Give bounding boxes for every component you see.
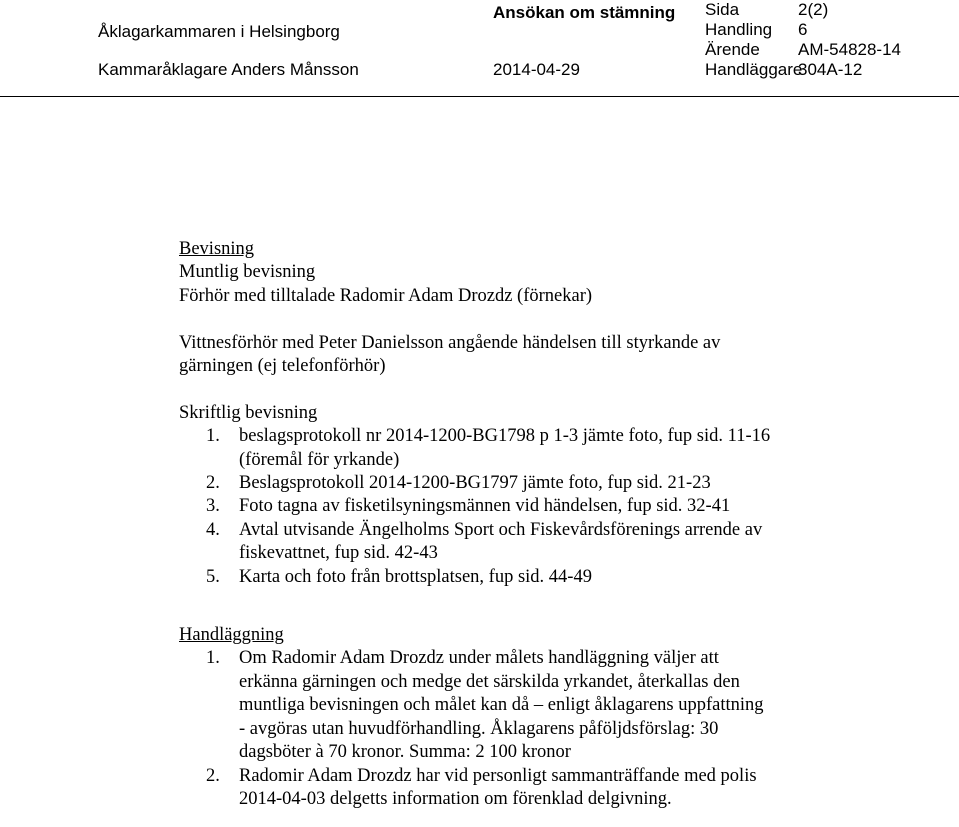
document-number: 6 [798, 20, 808, 39]
list-item [179, 765, 939, 812]
written-evidence-heading: Skriftlig bevisning [179, 402, 318, 423]
document-body [179, 238, 939, 811]
document-title: Ansökan om stämning [493, 3, 676, 22]
handler-label: Handläggare [705, 60, 803, 79]
list-item [179, 519, 939, 566]
document-date: 2014-04-29 [493, 60, 580, 79]
list-item-text: - avgöras utan huvudförhandling. Åklagarens påföljdsförslag: 30 [239, 718, 719, 739]
evidence-heading: Bevisning [179, 239, 255, 259]
list-item-text: Foto tagna av fisketilsyningsmännen vid händelsen, fup sid. 32-41 [239, 496, 731, 517]
list-item-text: muntliga bevisningen och målet kan då – enligt åklagarens uppfattning [239, 695, 764, 716]
list-item-text: (föremål för yrkande) [239, 449, 400, 470]
list-item-text: erkänna gärningen och medge det särskilda yrkandet, återkallas den [239, 671, 740, 692]
header-divider [0, 96, 959, 97]
case-number: AM-54828-14 [798, 40, 902, 59]
handler-code: 304A-12 [798, 60, 863, 79]
list-item-text: fiskevattnet, fup sid. 42-43 [239, 543, 438, 564]
list-item-number: 5. [206, 566, 220, 587]
oral-evidence-heading: Muntlig bevisning [179, 262, 316, 283]
document-label: Handling [705, 20, 773, 39]
page-label: Sida [705, 0, 740, 19]
case-label: Ärende [705, 40, 760, 59]
list-item [179, 495, 939, 518]
list-item-number: 4. [206, 519, 220, 540]
handling-heading: Handläggning [179, 625, 284, 646]
list-item-text: Radomir Adam Drozdz har vid personligt sammanträffande med polis [239, 765, 757, 786]
prosecutor-name: Kammaråklagare Anders Månsson [98, 60, 359, 79]
list-item-text: Avtal utvisande Ängelholms Sport och Fiskevårdsförenings arrende av [239, 519, 763, 540]
list-item [179, 647, 939, 764]
authority-name: Åklagarkammaren i Helsingborg [98, 22, 340, 41]
list-item-text: Om Radomir Adam Drozdz under målets handläggning väljer att [239, 648, 719, 669]
list-item [179, 425, 939, 472]
list-item-text: beslagsprotokoll nr 2014-1200-BG1798 p 1-3 jämte foto, fup sid. 11-16 [239, 426, 771, 447]
oral-evidence-item: gärningen (ej telefonförhör) [179, 356, 386, 377]
oral-evidence-item: Vittnesförhör med Peter Danielsson angående händelsen till styrkande av [179, 332, 721, 353]
list-item-text: 2014-04-03 delgetts information om förenklad delgivning. [239, 788, 672, 809]
list-item-number: 2. [206, 765, 220, 786]
list-item [179, 566, 939, 589]
list-item-text: dagsböter à 70 kronor. Summa: 2 100 kronor [239, 742, 571, 763]
written-evidence-list [179, 425, 939, 589]
list-item-number: 2. [206, 473, 220, 494]
page-number: 2(2) [798, 0, 829, 19]
list-item-number: 3. [206, 496, 220, 517]
list-item-number: 1. [206, 426, 220, 447]
list-item-text: Beslagsprotokoll 2014-1200-BG1797 jämte foto, fup sid. 21-23 [239, 473, 711, 494]
handling-list [179, 647, 939, 811]
list-item-text: Karta och foto från brottsplatsen, fup sid. 44-49 [239, 566, 592, 587]
oral-evidence-item: Förhör med tilltalade Radomir Adam Drozdz (förnekar) [179, 285, 593, 306]
list-item [179, 472, 939, 495]
list-item-number: 1. [206, 648, 220, 669]
